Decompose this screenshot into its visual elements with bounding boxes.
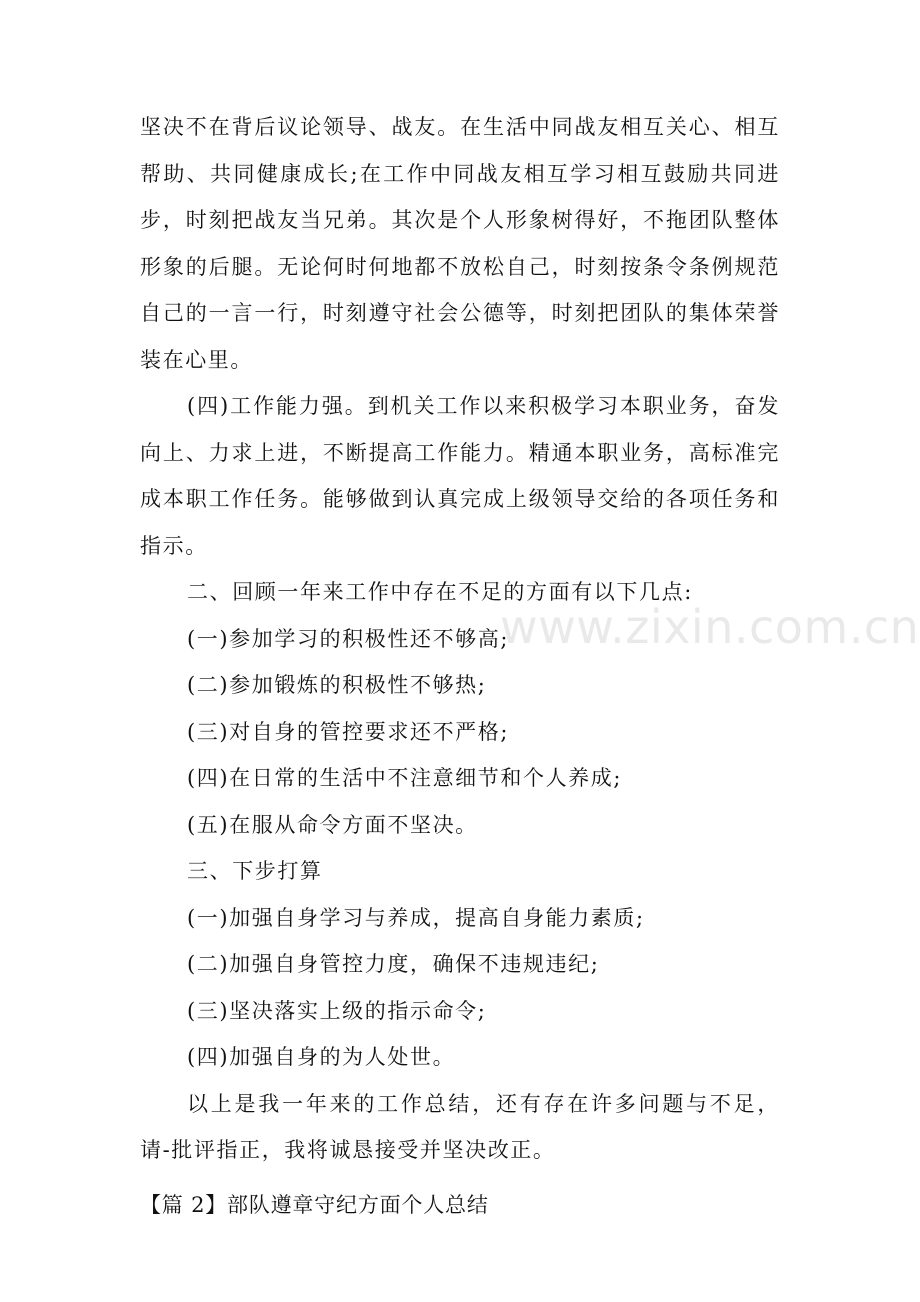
list-item: (三)坚决落实上级的指示命令; <box>187 998 487 1023</box>
watermark: www.zixin.com.cn <box>500 600 920 654</box>
list-item: (四)在日常的生活中不注意细节和个人养成; <box>187 766 623 790</box>
list-item: (二)加强自身管控力度，确保不违规违纪; <box>187 952 600 976</box>
section-heading-shortcomings: 二、回顾一年来工作中存在不足的方面有以下几点: <box>187 580 693 604</box>
list-item: (二)参加锻炼的积极性不够热; <box>187 673 487 697</box>
paragraph-work-ability: (四)工作能力强。到机关工作以来积极学习本职业务，奋发向上、力求上进，不断提高工作能力。精通本职业务，高标准完成本职工作任务。能够做到认真完成上级领导交给的各项任务和指示。 <box>140 394 780 558</box>
document-body <box>140 104 780 1228</box>
article-title: 【篇 2】部队遵章守纪方面个人总结 <box>140 1192 489 1217</box>
list-item: (四)加强自身的为人处世。 <box>187 1045 456 1069</box>
section-heading-next-steps: 三、下步打算 <box>187 859 323 883</box>
list-item: (一)加强自身学习与养成，提高自身能力素质; <box>187 905 645 930</box>
paragraph-conclusion: 以上是我一年来的工作总结，还有存在许多问题与不足，请-批评指正，我将诚恳接受并坚决改正。 <box>140 1091 780 1162</box>
list-item: (三)对自身的管控要求还不严格; <box>187 719 510 744</box>
list-item: (五)在服从命令方面不坚决。 <box>187 812 478 837</box>
list-item: (一)参加学习的积极性还不够高; <box>187 626 510 651</box>
paragraph-continuation: 坚决不在背后议论领导、战友。在生活中同战友相互关心、相互帮助、共同健康成长;在工作中同战友相互学习相互鼓励共同进步，时刻把战友当兄弟。其次是个人形象树得好，不拖团队整体形象的后腿。无论何时何地都不放松自己，时刻按条令条例规范自己的一言一行，时刻遵守社会公德等，时刻把团队的集体荣誉装在心里。 <box>140 115 780 372</box>
